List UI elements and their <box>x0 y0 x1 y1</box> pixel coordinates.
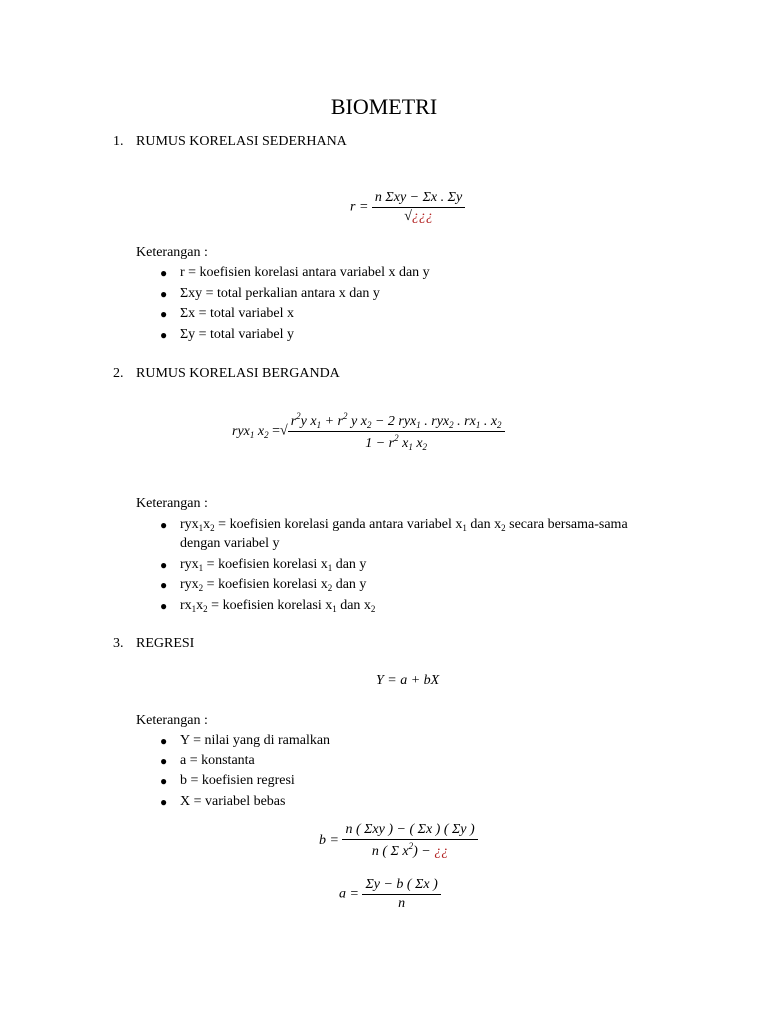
list-item: b = koefisien regresi <box>180 773 295 788</box>
section-3-number: 3. <box>113 636 124 651</box>
bullet-icon: ● <box>160 518 168 532</box>
formula-numerator: Σy − b ( Σx ) <box>362 877 440 895</box>
section-2-number: 2. <box>113 366 124 381</box>
formula-lhs: r = <box>350 199 369 215</box>
bullet-icon: ● <box>160 578 168 592</box>
list-item: $rx_1x_2$ = koefisien korelasi $x_1$ dan $x_2$ <box>180 598 376 614</box>
list-item: X = variabel bebas <box>180 794 286 809</box>
formula-lhs: ryx$_1$ $x_2$ <box>232 423 269 440</box>
section-1-number: 1. <box>113 134 124 149</box>
bullet-icon: ● <box>160 266 168 280</box>
page-title: BIOMETRI <box>330 94 438 119</box>
formula-lhs: b = <box>319 833 339 849</box>
bullet-icon: ● <box>160 328 168 342</box>
formula-a <box>339 877 441 912</box>
bullet-icon: ● <box>160 734 168 748</box>
formula-fraction <box>362 877 440 912</box>
bullet-icon: ● <box>160 774 168 788</box>
formula-denominator: n ( Σ $x^2$) − ¿¿ <box>371 841 449 859</box>
formula-numerator: n ( Σxy ) − ( Σx ) ( Σy ) <box>342 822 477 840</box>
formula-denominator <box>401 208 436 225</box>
formula-fraction <box>288 411 505 452</box>
bullet-icon: ● <box>160 754 168 768</box>
formula-regresi: Y = a + bX <box>376 673 440 688</box>
list-item: a = konstanta <box>180 753 255 768</box>
list-item: Σx = total variabel x <box>180 306 295 321</box>
sqrt-symbol: =√ <box>272 423 288 439</box>
keterangan-label: Keterangan : <box>136 245 208 260</box>
section-3-heading: REGRESI <box>136 636 195 651</box>
formula-denominator: n <box>398 896 406 911</box>
keterangan-label: Keterangan : <box>136 496 208 511</box>
section-1-heading: RUMUS KORELASI SEDERHANA <box>136 134 347 149</box>
formula-fraction <box>372 190 465 225</box>
garbled-text: ¿¿¿ <box>411 209 433 224</box>
formula-numerator: n Σxy − Σx . Σy <box>372 190 465 208</box>
garbled-text: ¿¿ <box>434 844 449 859</box>
list-item: Σy = total variabel y <box>180 327 295 342</box>
formula-korelasi-sederhana <box>350 190 465 225</box>
list-item: r = koefisien korelasi antara variabel x dan y <box>180 265 430 280</box>
list-item: ryx$_1$ = koefisien korelasi $x_1$ dan y <box>180 557 367 573</box>
bullet-icon: ● <box>160 558 168 572</box>
bullet-icon: ● <box>160 795 168 809</box>
formula-fraction <box>342 822 477 860</box>
formula-korelasi-berganda <box>232 411 505 452</box>
list-item: Y = nilai yang di ramalkan <box>180 733 331 748</box>
list-item: Σxy = total perkalian antara x dan y <box>180 286 380 301</box>
bullet-icon: ● <box>160 287 168 301</box>
keterangan-label: Keterangan : <box>136 713 208 728</box>
formula-lhs: a = <box>339 886 359 902</box>
sqrt-symbol: √ <box>404 209 412 224</box>
formula-denominator: $1 - r^2$ $x_1$ $x_2$ <box>365 433 428 452</box>
bullet-icon: ● <box>160 599 168 613</box>
formula-numerator: $r^2y$ $x_1 + r^2$ y $x_2 - 2$ ryx$_1$ . ryx$_2$ . $rx_1$ . $x_2$ <box>288 411 505 432</box>
bullet-icon: ● <box>160 307 168 321</box>
list-item: $ryx_1x_2$ = koefisien korelasi ganda antara variabel $x_1$ dan $x_2$ secara bersama-sama <box>180 517 628 533</box>
section-2-heading: RUMUS KORELASI BERGANDA <box>136 366 340 381</box>
list-item-continuation: dengan variabel y <box>180 536 280 551</box>
list-item: ryx$_2$ = koefisien korelasi $x_2$ dan y <box>180 577 367 593</box>
formula-b <box>319 822 478 860</box>
